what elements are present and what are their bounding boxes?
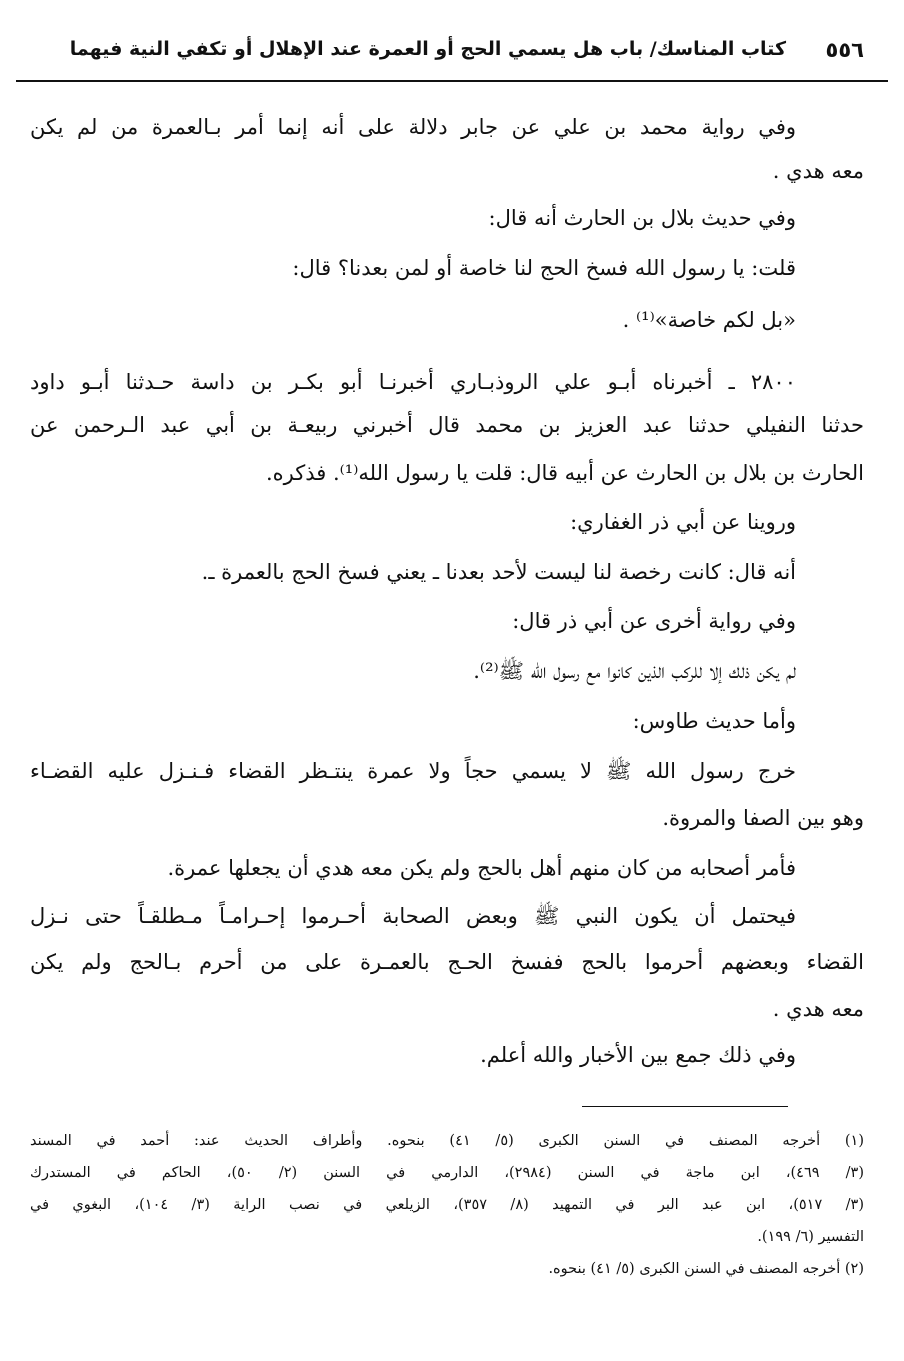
body-line: وروينا عن أبي ذر الغفاري: [570, 510, 796, 534]
body-line: فيحتمل أن يكون النبي ﷺ وبعض الصحابة أحـرموا إحـرامـاً مـطلقـاً حتى نـزل [30, 904, 796, 928]
body-line: وفي ذلك جمع بين الأخبار والله أعلم. [480, 1043, 796, 1067]
body-line: وفي رواية محمد بن علي عن جابر دلالة على أنه إنما أمر بـالعمرة من لم يكن [30, 115, 796, 139]
footnote-line: (٣/ ٥١٧)، ابن عبد البر في التمهيد (٨/ ٣٥٧)، الزيلعي في نصب الراية (٣/ ١٠٤)، البغوي في [30, 1197, 865, 1213]
body-line: القضاء وبعضهم أحرموا بالحج ففسخ الحـج بالعمـرة على من أحرم بـالحج ولم يكن [30, 950, 864, 974]
footnote-rule [582, 1106, 788, 1107]
body-line: معه هدي . [772, 159, 864, 183]
body-line: قلت: يا رسول الله فسخ الحج لنا خاصة أو لمن بعدنا؟ قال: [292, 256, 796, 280]
hadith-2800-line: ٢٨٠٠ ـ أخبرناه أبـو علي الروذبـاري أخبرنـا أبو بكـر بن داسة حـدثنا أبـو داود [30, 370, 796, 394]
footnote-line: التفسير (٦/ ١٩٩). [757, 1229, 864, 1245]
body-line: وهو بين الصفا والمروة. [662, 806, 864, 830]
body-line: لم يكن ذلك إلا للركب الذين كانوا مع رسول الله ﷺ⁽²⁾. [473, 659, 796, 683]
body-line: معه هدي . [772, 997, 864, 1021]
body-line: خرج رسول الله ﷺ لا يسمي حجاً ولا عمرة ينتـظر القضاء فـنـزل عليه القضـاء [30, 759, 796, 783]
body-line: فأمر أصحابه من كان منهم أهل بالحج ولم يكن معه هدي أن يجعلها عمرة. [167, 856, 796, 880]
body-line: الحارث بن بلال بن الحارث عن أبيه قال: قلت يا رسول الله⁽¹⁾. فذكره. [265, 461, 864, 485]
body-line: وأما حديث طاوس: [632, 709, 796, 733]
footnote-line: (٢) أخرجه المصنف في السنن الكبرى (٥/ ٤١) بنحوه. [548, 1261, 864, 1277]
body-line: حدثنا النفيلي حدثنا عبد العزيز بن محمد قال أخبرني ربيعـة بن أبي عبد الـرحمن عن [30, 413, 864, 437]
body-line: وفي حديث بلال بن الحارث أنه قال: [488, 206, 796, 230]
header-rule [16, 80, 888, 82]
body-line: «بل لكم خاصة»⁽¹⁾ . [622, 308, 796, 332]
body-line: أنه قال: كانت رخصة لنا ليست لأحد بعدنا ـ يعني فسخ الحج بالعمرة ـ. [201, 560, 796, 584]
page-number: ٥٥٦ [825, 38, 864, 62]
body-line: وفي رواية أخرى عن أبي ذر قال: [512, 609, 796, 633]
footnote-line: (١) أخرجه المصنف في السنن الكبرى (٥/ ٤١) بنحوه. وأطراف الحديث عند: أحمد في المسند [30, 1133, 864, 1149]
footnote-line: (٣/ ٤٦٩)، ابن ماجة في السنن (٢٩٨٤)، الدارمي في السنن (٢/ ٥٠)، الحاكم في المستدرك [30, 1165, 865, 1181]
running-header-title: كتاب المناسك/ باب هل يسمي الحج أو العمرة عند الإهلال أو تكفي النية فيهما [69, 38, 786, 60]
